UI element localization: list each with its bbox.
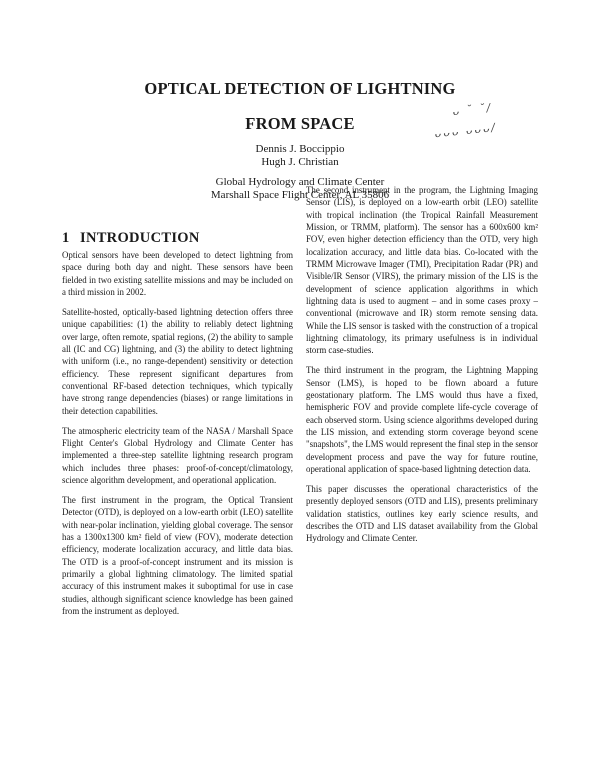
body-paragraph: This paper discusses the operational characteristics of the presently deployed sensors (OTD and LIS), presents preliminary validation statistics, outlines key early science results, and describes the OTD and LIS dataset availability from the Global Hydrology and Climate Center. (306, 484, 538, 544)
handwritten-annotation-1: ᴗ ˘ ˘/ (451, 100, 493, 119)
body-paragraph: The atmospheric electricity team of the NASA / Marshall Space Flight Center's Global Hydrology and Climate Center has implemented a three-step satellite lightning research program which includes three phases: proof-of-concept/climatology, science algorithm development, and operational application. (62, 425, 293, 486)
body-paragraph: Satellite-hosted, optically-based lightning detection offers three unique capabilities: (1) the ability to reliably detect lightning over large, often remote, spatial regions, (2) the ability to sample all (IC and CG) lightning, and (3) the ability to detect lightning with uniform (i.e., no range-dependent) sensitivity or detection efficiency. These represent significant departures from conventional RF-based detection techniques, which typically have strong range dependencies (biases) or range limitations in their detection capabilities. (62, 306, 293, 416)
affiliation-line: Marshall Space Flight Center, AL 35806 (210, 188, 390, 201)
paper-title-line-1: OPTICAL DETECTION OF LIGHTNING (144, 79, 456, 98)
body-paragraph: The first instrument in the program, the Optical Transient Detector (OTD), is deployed on a low-earth orbit (LEO) satellite with near-polar inclination, yielding global coverage. The sensor has a 1300x1300 km² field of view (FOV), moderate detection efficiency, moderate localization accuracy, and little data bias. The OTD is a proof-of-concept instrument and its mission is primarily a global lightning climatology. The limited spatial accuracy of this instrument makes it suboptimal for use in case studies, although significant science knowledge has been gained from the instrument as deployed. (62, 494, 293, 617)
section-title: INTRODUCTION (80, 230, 200, 246)
author-name: Dennis J. Boccippio (255, 143, 345, 155)
body-paragraph: The third instrument in the program, the Lightning Mapping Sensor (LMS), is hoped to be flown aboard a future geostationary platform. The LMS would thus have a fixed, hemispheric FOV and provide complete life-cycle coverage of each observed storm. Using science algorithms developed during the LIS mission, and extending storm coverage beyond scene "snapshots", the LMS would represent the final step in the sensor development process and pave the way for future routine, operational application of space-based lightning detection data. (306, 365, 538, 475)
author-list (0, 143, 600, 168)
body-paragraph: Optical sensors have been developed to detect lightning from space during both day and night. These sensors have been fielded in two existing satellite missions and may be included on a third mission in 2002. (62, 250, 293, 298)
section-number: 1 (62, 230, 70, 246)
right-column (306, 184, 538, 552)
paper-title-line-2: FROM SPACE (245, 114, 355, 133)
body-paragraph: The second instrument in the program, the Lightning Imaging Sensor (LIS), is deployed on a low-earth orbit (LEO) satellite with tropical inclination (the Tropical Rainfall Measurement Mission, or TRMM, platform). The sensor has a 600x600 km² FOV, even higher detection efficiency than the OTD, very high localization accuracy, and little data bias. Co-located with the TRMM Microwave Imager (TMI), Precipitation Radar (PR) and Visible/IR Sensor (VIRS), the primary mission of the LIS is the development of science application algorithms in which lightning data is used to augment – and in some cases proxy – conventional (microwave and IR) storm remote sensing data. While the LIS sensor is tasked with the construction of a tropical lightning climatology, its primary usefulness is in individual storm case-studies. (306, 185, 538, 356)
handwritten-annotation-2: ᴗᴗᴗ ᴗᴗᴗ/ (433, 120, 498, 141)
author-name: Hugh J. Christian (261, 155, 339, 168)
left-column (62, 249, 293, 625)
affiliation-line: Global Hydrology and Climate Center (215, 176, 385, 188)
section-heading (62, 230, 200, 247)
